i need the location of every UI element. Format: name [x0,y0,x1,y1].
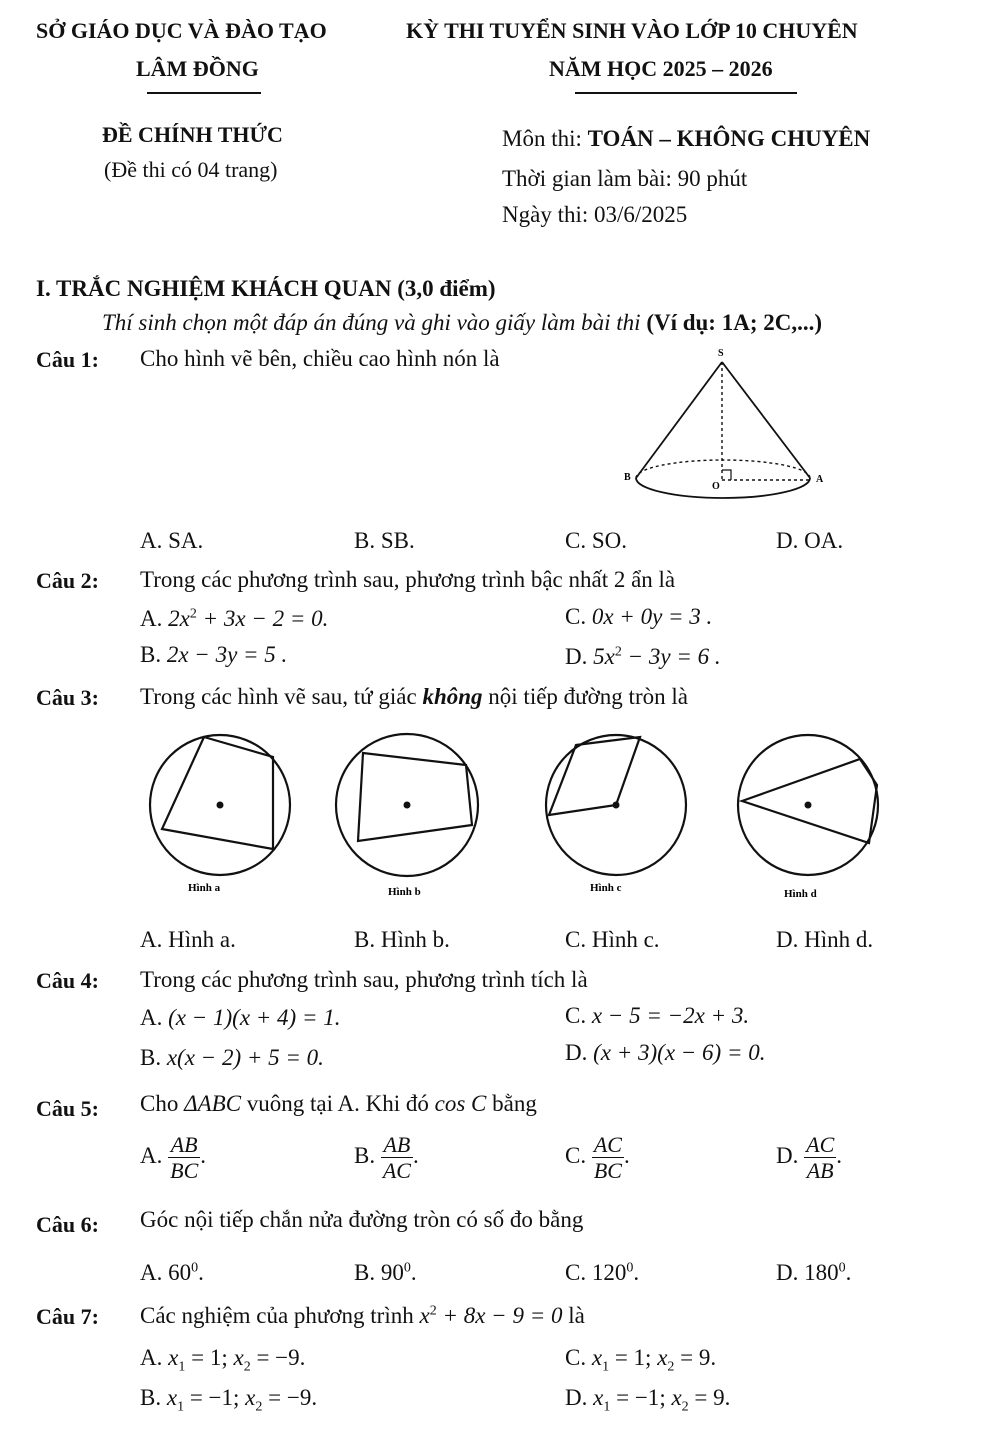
caption-b: Hình b [388,886,421,898]
cone-label-a: A [816,474,824,485]
section-instruction [102,310,822,336]
numerator: AB [168,1132,200,1158]
numerator: AC [593,1132,622,1157]
option-b [140,642,287,668]
caption-c: Hình c [590,882,622,894]
option-letter: B. [354,1143,381,1169]
root-value: 9 [698,1345,711,1370]
equation-part: + 3x − 2 = 0. [196,606,329,631]
angle-value: 90 [380,1260,404,1285]
figure-a [150,735,290,894]
option-a: A. $x_1 = 1$; $x_2 = -9$. [140,1345,306,1375]
option-d: D. $180^0$. [776,1260,852,1285]
option-c: C. $120^0$. [565,1260,640,1285]
cone-base-front [636,478,810,498]
question-label: Câu 2: [36,568,99,593]
degree-mark: 0 [403,1260,411,1276]
page-count: (Đề thi có 04 trang) [104,157,278,182]
option-letter: B. [140,1385,167,1410]
root-value: 1 [633,1345,646,1370]
exponent: 2 [614,644,622,660]
variable: x [657,1345,668,1370]
exam-title: KỲ THI TUYỂN SINH VÀO LỚP 10 CHUYÊN [406,18,858,43]
cone-label-s: S [718,348,724,359]
province-name: LÂM ĐỒNG [136,56,259,81]
variable: x [233,1345,244,1370]
denominator: BC [593,1158,622,1184]
option-letter: B. [140,642,167,667]
question-label: Câu 3: [36,685,99,710]
option-d: D. $x_1 = -1$; $x_2 = 9$. [565,1385,731,1415]
figure-c [546,735,686,894]
header-underline-left [147,92,261,94]
header-underline-right [575,92,797,94]
fraction [381,1132,413,1184]
caption-a: Hình a [188,882,221,894]
equation: (x + 3)(x − 6) = 0. [593,1040,766,1065]
subscript: 1 [603,1399,611,1415]
subscript: 1 [177,1399,185,1415]
equation-part: 2x [168,606,190,631]
equation: x(x − 2) + 5 = 0. [166,1045,324,1070]
cone-figure [610,340,840,510]
option-c [565,604,712,630]
option-letter: D. [565,1385,594,1410]
cone-label-b: B [624,472,631,483]
subscript: 1 [602,1359,610,1375]
option-d: D. $\frac{AC}{AB}$ . [776,1132,842,1184]
equation: 0x + 0y = 3 . [591,604,713,629]
school-year: NĂM HỌC 2025 – 2026 [549,56,773,81]
triangle-symbol: ΔABC [184,1091,242,1116]
angle-value: 180 [804,1260,839,1285]
section-title: I. TRẮC NGHIỆM KHÁCH QUAN (3,0 điểm) [36,276,496,301]
option-c: C. SO. [565,528,627,553]
option-letter: A. [140,1260,169,1285]
question-text: Trong các phương trình sau, phương trình bậc nhất 2 ẩn là [140,567,676,592]
cone-base-back [636,460,810,478]
cos-expression: cos C [434,1091,487,1116]
variable: x [593,1385,604,1410]
equation-part: x [419,1303,430,1328]
variable: x [168,1345,179,1370]
question-text [140,1091,537,1117]
option-a: A. $\frac{AB}{BC}$ . [140,1132,206,1184]
denominator: AB [806,1158,834,1184]
text-part: bằng [486,1091,537,1116]
subscript: 1 [178,1359,186,1375]
instruction-example: (Ví dụ: 1A; 2C,...) [640,310,823,335]
degree-mark: 0 [191,1260,199,1276]
figure-b [336,734,478,898]
fraction [592,1132,624,1184]
equation: x − 5 = −2x + 3. [591,1003,750,1028]
root-value: 9 [713,1385,725,1410]
option-letter: D. [565,1040,594,1065]
option-b: B. Hình b. [354,927,450,952]
question-text: Trong các phương trình sau, phương trình tích là [140,967,588,992]
subscript: 2 [667,1359,675,1375]
option-d: D. Hình d. [776,927,874,952]
text-part: nội tiếp đường tròn là [482,684,688,709]
text-part: Các nghiệm của phương trình [140,1303,420,1328]
option-letter: A. [140,1005,169,1030]
option-letter: C. [565,604,592,629]
option-d: D. OA. [776,528,844,553]
option-letter: D. [776,1143,805,1169]
exam-date: Ngày thi: 03/6/2025 [502,202,688,227]
exponent: 2 [189,606,197,622]
question-label: Câu 7: [36,1304,99,1329]
option-c: C. $\frac{AC}{BC}$ . [565,1132,630,1184]
text-part: Cho [140,1091,185,1116]
cone-label-o: O [712,481,720,492]
option-b [140,1045,324,1071]
option-letter: D. [776,1260,805,1285]
equation-part: 5x [593,644,615,669]
root-value: 1 [209,1345,222,1370]
option-c: C. Hình c. [565,927,660,952]
official-label: ĐỀ CHÍNH THỨC [102,122,283,147]
root-value: −9 [275,1345,300,1370]
question-text [140,1303,585,1329]
text-emphasis: không [422,684,483,709]
option-a [140,606,328,632]
option-letter: A. [140,606,169,631]
equation: (x − 1)(x + 4) = 1. [168,1005,341,1030]
option-letter: B. [354,1260,381,1285]
root-value: −9 [286,1385,312,1410]
option-letter: C. [565,1143,592,1169]
root-value: −1 [634,1385,660,1410]
equation-part: − 3y = 6 . [621,644,721,669]
question-text: Cho hình vẽ bên, chiều cao hình nón là [140,346,500,371]
option-letter: C. [565,1260,592,1285]
exponent: 2 [429,1303,437,1319]
quadrilaterals-figure [140,725,900,910]
option-a: A. $60^0$. [140,1260,204,1285]
option-letter: C. [565,1345,592,1370]
numerator: AB [381,1132,413,1158]
question-label: Câu 4: [36,968,99,993]
question-label: Câu 5: [36,1096,99,1121]
option-b: B. $x_1 = -1$; $x_2 = -9$. [140,1385,318,1415]
degree-mark: 0 [838,1260,846,1276]
text-part: là [562,1303,585,1328]
caption-d: Hình d [784,888,817,900]
option-b: B. $90^0$. [354,1260,417,1285]
option-letter: D. [565,644,594,669]
angle-value: 120 [591,1260,627,1285]
figure-d [738,735,878,900]
variable: x [166,1385,178,1410]
numerator: AC [806,1132,835,1157]
equation-part: + 8x − 9 = 0 [436,1303,563,1328]
question-label: Câu 1: [36,347,99,372]
root-value: −1 [208,1385,234,1410]
option-b: B. SB. [354,528,415,553]
subject-name: TOÁN – KHÔNG CHUYÊN [587,126,871,151]
subscript: 2 [681,1399,689,1415]
question-label: Câu 6: [36,1212,99,1237]
option-b: B. $\frac{AB}{AC}$ . [354,1132,419,1184]
subscript: 2 [243,1359,251,1375]
option-letter: C. [565,1003,592,1028]
department-name: SỞ GIÁO DỤC VÀ ĐÀO TẠO [36,18,327,43]
option-letter: A. [140,1345,169,1370]
option-d [565,1040,766,1066]
angle-value: 60 [168,1260,192,1285]
option-a [140,1005,341,1031]
equation: 2x − 3y = 5 . [166,642,288,667]
denominator: BC [170,1158,199,1184]
exam-duration: Thời gian làm bài: 90 phút [502,166,748,191]
instruction-text: Thí sinh chọn một đáp án đúng và ghi vào giấy làm bài thi [102,310,641,335]
option-c [565,1003,749,1029]
option-a: A. Hình a. [140,927,236,952]
cone-edge-sb [636,362,722,478]
variable: x [245,1385,256,1410]
question-text [140,684,688,710]
variable: x [591,1345,603,1370]
option-letter: A. [140,1143,169,1169]
degree-mark: 0 [626,1260,634,1276]
option-c: C. $x_1 = 1$; $x_2 = 9$. [565,1345,717,1375]
text-part: Trong các hình vẽ sau, tứ giác [140,684,423,709]
subject-line [502,126,870,152]
denominator: AC [382,1158,411,1184]
fraction [168,1132,200,1184]
text-part: vuông tại A. Khi đó [241,1091,435,1116]
fraction [804,1132,836,1184]
question-text: Góc nội tiếp chắn nửa đường tròn có số đo bằng [140,1207,584,1232]
option-a: A. SA. [140,528,204,553]
option-d [565,644,721,670]
subject-label: Môn thi: [502,126,588,151]
variable: x [671,1385,682,1410]
right-angle-mark [722,470,731,480]
option-letter: B. [140,1045,167,1070]
subscript: 2 [255,1399,263,1415]
